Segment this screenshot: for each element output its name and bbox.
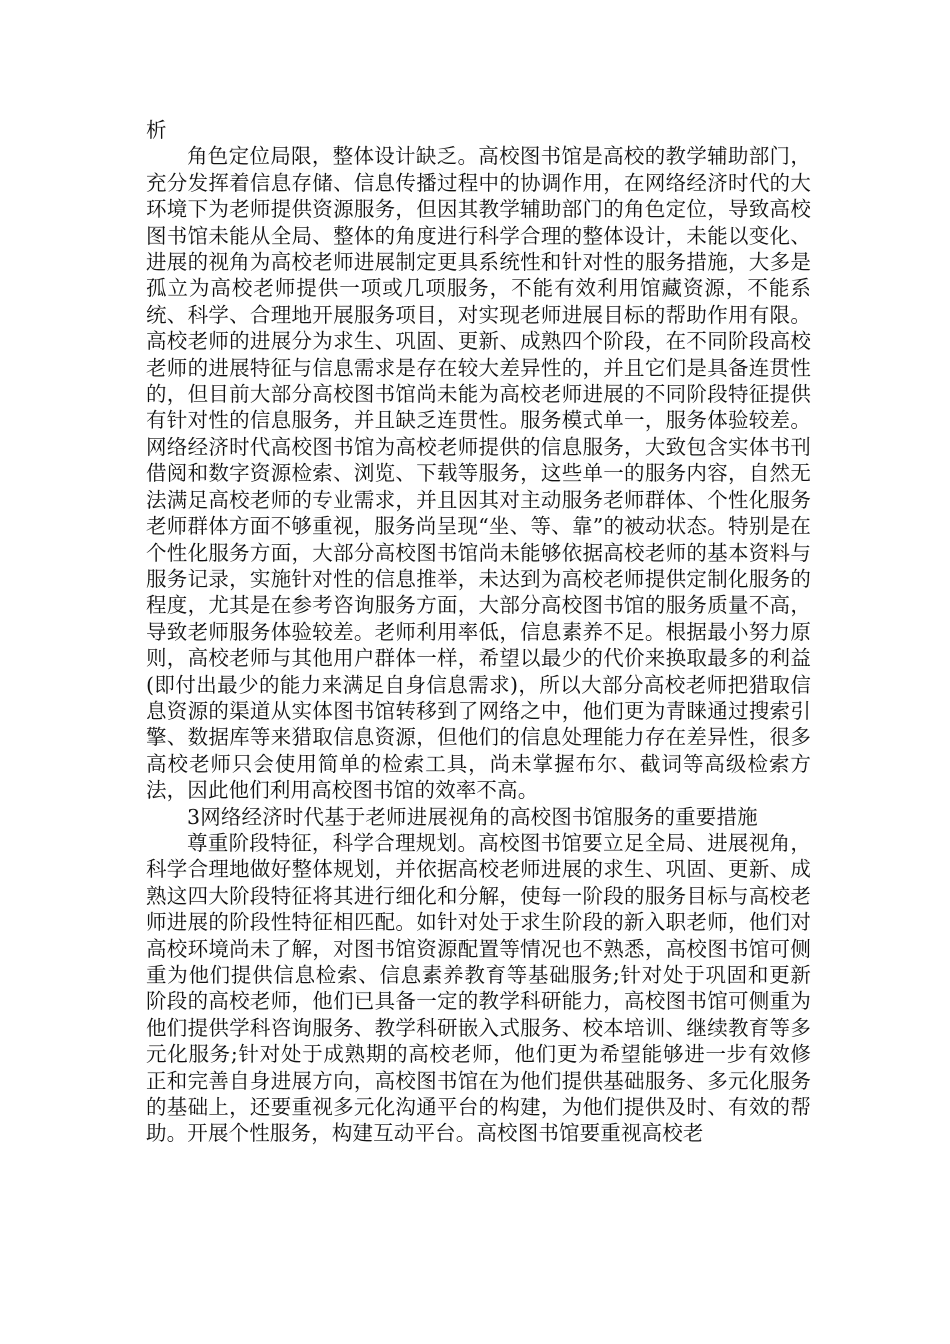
section-heading: 3网络经济时代基于老师进展视角的高校图书馆服务的重要措施 xyxy=(187,804,758,829)
paragraph-problems-analysis: 角色定位局限，整体设计缺乏。高校图书馆是高校的教学辅助部门，充分发挥着信息存储、信息传播过程中的协调作用，在网络经济时代的大环境下为老师提供资源服务，但因其教学辅助部门的角色定位，导致高校图书馆未能从全局、整体的角度进行科学合理的整体设计，未能以变化、进展的视角为高校老师进展制定更具系统性和针对性的服务措施，大多是孤立为高校老师提供一项或几项服务，不能有效利用馆藏资源，不能系统、科学、合理地开展服务项目，对实现老师进展目标的帮助作用有限。高校老师的进展分为求生、巩固、更新、成熟四个阶段，在不同阶段高校老师的进展特征与信息需求是存在较大差异性的，并且它们是具备连贯性的，但目前大部分高校图书馆尚未能为高校老师进展的不同阶段特征提供有针对性的信息服务，并且缺乏连贯性。服务模式单一，服务体验较差。网络经济时代高校图书馆为高校老师提供的信息服务，大致包含实体书刊借阅和数字资源检索、浏览、下载等服务，这些单一的服务内容，自然无法满足高校老师的专业需求，并且因其对主动服务老师群体、个性化服务老师群体方面不够重视，服务尚呈现“坐、等、靠”的被动状态。特别是在个性化服务方面，大部分高校图书馆尚未能够依据高校老师的基本资料与服务记录，实施针对性的信息推举，未达到为高校老师提供定制化服务的程度，尤其是在参考咨询服务方面，大部分高校图书馆的服务质量不高，导致老师服务体验较差。老师利用率低，信息素养不足。根据最小努力原则，高校老师与其他用户群体一样，希望以最少的代价来换取最多的利益(即付出最少的能力来满足自身信息需求)，所以大部分高校老师把猎取信息资源的渠道从实体图书馆转移到了网络之中，他们更为青睐通过搜索引擎、数据库等来猎取信息资源，但他们的信息处理能力存在差异性，很多高校老师只会使用简单的检索工具，尚未掌握布尔、截词等高级检索方法，因此他们利用高校图书馆的效率不高。 xyxy=(146,144,811,803)
paragraph-continuation: 析 xyxy=(146,118,167,142)
paragraph-measures: 尊重阶段特征，科学合理规划。高校图书馆要立足全局、进展视角，科学合理地做好整体规划，并依据高校老师进展的求生、巩固、更新、成熟这四大阶段特征将其进行细化和分解，使每一阶段的服务目标与高校老师进展的阶段性特征相匹配。如针对处于求生阶段的新入职老师，他们对高校环境尚未了解，对图书馆资源配置等情况也不熟悉，高校图书馆可侧重为他们提供信息检索、信息素养教育等基础服务;针对处于巩固和更新阶段的高校老师，他们已具备一定的教学科研能力，高校图书馆可侧重为他们提供学科咨询服务、教学科研嵌入式服务、校本培训、继续教育等多元化服务;针对处于成熟期的高校老师，他们更为希望能够进一步有效修正和完善自身进展方向，高校图书馆在为他们提供基础服务、多元化服务的基础上，还要重视多元化沟通平台的构建，为他们提供及时、有效的帮助。开展个性服务，构建互动平台。高校图书馆要重视高校老 xyxy=(146,830,811,1146)
body-text xyxy=(146,117,811,1147)
